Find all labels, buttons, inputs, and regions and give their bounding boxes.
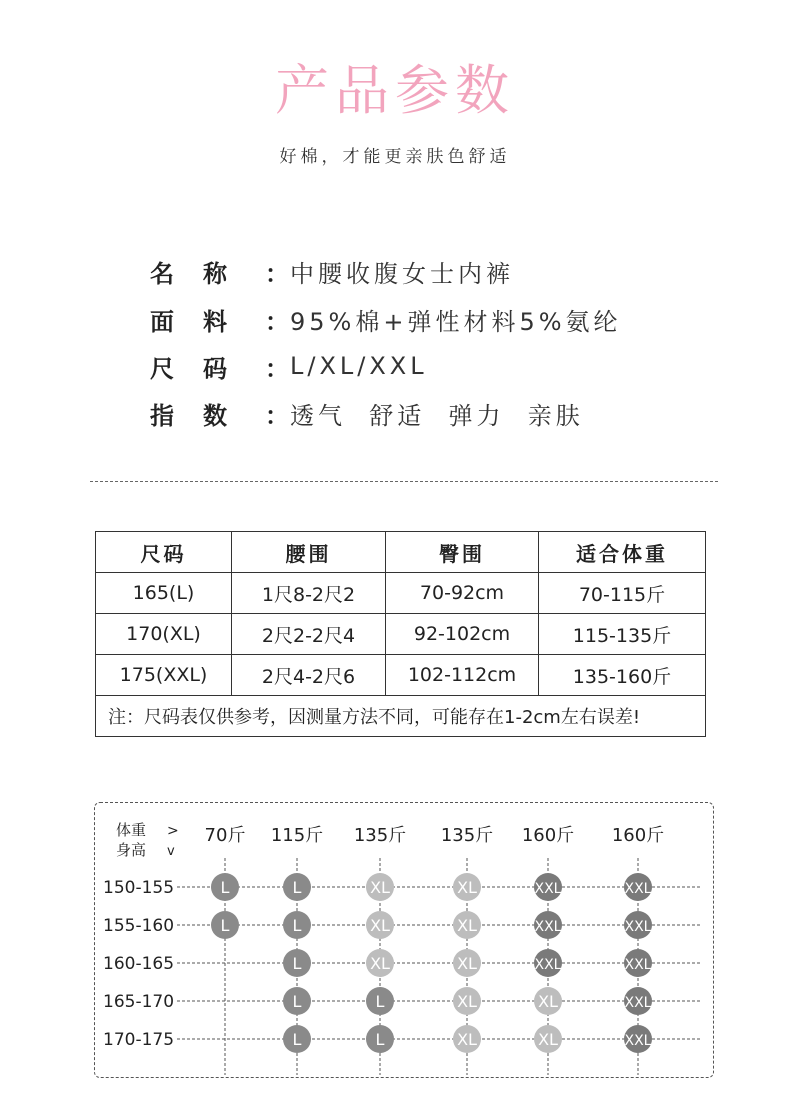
height-row-label: 165-170 (103, 992, 175, 1012)
size-marker-label: XXL (624, 957, 652, 973)
page-title: 产品参数 (275, 59, 515, 122)
table-row (96, 614, 706, 655)
size-marker-label: XXL (624, 1033, 652, 1049)
spec-label: 尺 码 ： (150, 354, 290, 383)
size-marker-label: XL (457, 954, 477, 973)
size-marker-label: L (220, 916, 230, 935)
chart-layer (103, 825, 701, 1075)
size-marker-label: XL (370, 916, 390, 935)
table-cell: 92-102cm (386, 614, 539, 655)
table-header-row (96, 532, 706, 573)
table-cell: 102-112cm (386, 655, 539, 696)
size-marker-label: XL (457, 1030, 477, 1049)
size-marker-label: XXL (534, 919, 562, 935)
weight-axis-arrow: > (167, 823, 179, 839)
size-marker-label: XXL (624, 995, 652, 1011)
size-marker-label: L (375, 992, 385, 1011)
size-marker-label: XL (538, 1030, 558, 1049)
size-marker-label: XL (457, 878, 477, 897)
weight-column-label: 160斤 (611, 825, 665, 846)
height-axis-label: 身高 (116, 841, 147, 859)
height-row-label: 155-160 (103, 916, 175, 936)
weight-column-label: 135斤 (353, 825, 407, 846)
size-table (95, 531, 706, 737)
table-cell: 70-115斤 (539, 573, 706, 614)
table-row (96, 655, 706, 696)
spec-value: 中腰收腹女士内裤 (290, 259, 514, 288)
size-marker-label: L (292, 954, 302, 973)
size-marker-label: L (292, 878, 302, 897)
size-marker-label: XL (457, 916, 477, 935)
spec-value: L/XL/XXL (290, 352, 428, 380)
spec-label: 指 数 ： (150, 401, 290, 430)
table-cell: 175(XXL) (96, 655, 232, 696)
table-cell: 170(XL) (96, 614, 232, 655)
table-header: 腰围 (232, 532, 386, 573)
spec-value: 透气 舒适 弹力 亲肤 (290, 401, 584, 430)
spec-row-fabric (150, 302, 622, 336)
size-marker-label: XL (538, 992, 558, 1011)
size-marker-label: XXL (534, 881, 562, 897)
weight-column-label: 160斤 (521, 825, 575, 846)
table-cell: 165(L) (96, 573, 232, 614)
table-cell: 2尺4-2尺6 (232, 655, 386, 696)
height-row-label: 150-155 (103, 878, 175, 898)
size-marker-label: XXL (624, 919, 652, 935)
spec-row-size (150, 349, 428, 383)
size-chart-svg (95, 803, 713, 1077)
table-note-row (96, 696, 706, 737)
table-header: 尺码 (96, 532, 232, 573)
size-marker-label: XL (370, 878, 390, 897)
spec-label: 面 料 ： (150, 307, 290, 336)
table-header: 臀围 (386, 532, 539, 573)
table-row (96, 573, 706, 614)
size-marker-label: XXL (534, 957, 562, 973)
size-marker-label: XL (457, 992, 477, 1011)
table-note: 注：尺码表仅供参考，因测量方法不同，可能存在1-2cm左右误差! (96, 696, 706, 737)
size-marker-label: L (292, 1030, 302, 1049)
page-subtitle: 好棉，才能更亲肤色舒适 (279, 147, 511, 167)
height-row-label: 170-175 (103, 1030, 175, 1050)
weight-axis-label: 体重 (116, 821, 147, 839)
size-marker-label: L (375, 1030, 385, 1049)
table-cell: 115-135斤 (539, 614, 706, 655)
weight-column-label: 70斤 (204, 825, 246, 846)
size-marker-label: XL (370, 954, 390, 973)
spec-label: 名 称 ： (150, 259, 290, 288)
spec-row-name (150, 254, 514, 288)
size-marker-label: L (292, 992, 302, 1011)
height-axis-arrow: v (167, 844, 175, 859)
size-marker-label: XXL (624, 881, 652, 897)
size-marker-label: L (292, 916, 302, 935)
table-cell: 1尺8-2尺2 (232, 573, 386, 614)
size-chart (94, 802, 714, 1078)
section-divider (90, 481, 718, 482)
height-row-label: 160-165 (103, 954, 175, 974)
size-marker-label: L (220, 878, 230, 897)
table-cell: 70-92cm (386, 573, 539, 614)
table-header: 适合体重 (539, 532, 706, 573)
spec-row-index (150, 396, 584, 430)
weight-column-label: 135斤 (440, 825, 494, 846)
table-cell: 2尺2-2尺4 (232, 614, 386, 655)
weight-column-label: 115斤 (270, 825, 324, 846)
table-cell: 135-160斤 (539, 655, 706, 696)
spec-value: 95%棉+弹性材料5%氨纶 (290, 307, 622, 336)
